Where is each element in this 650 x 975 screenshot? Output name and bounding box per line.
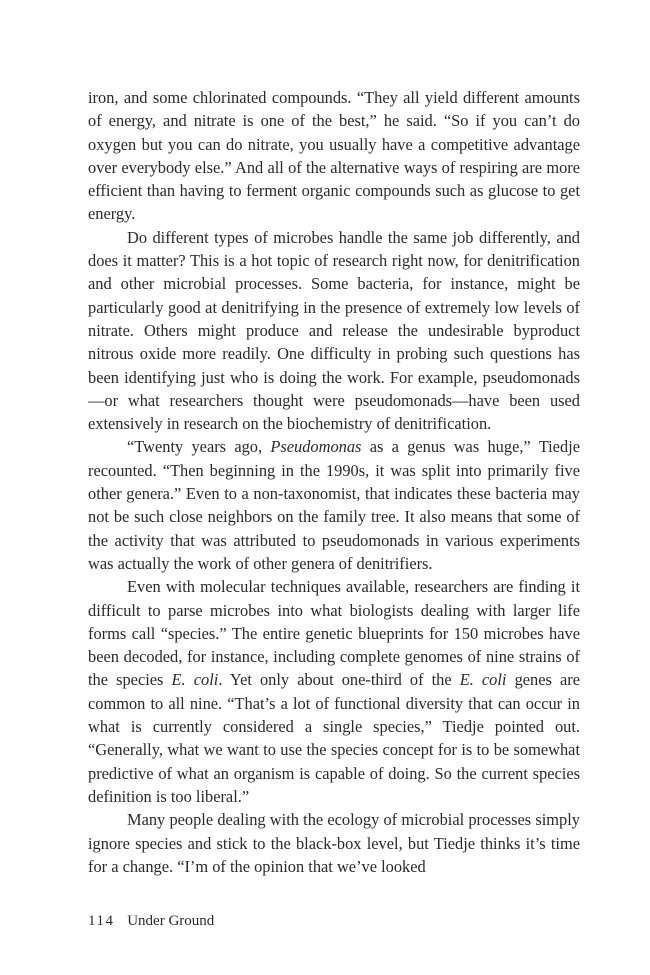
text-run: “Twenty years ago, — [127, 437, 271, 457]
text-run: Many people dealing with the ecology of microbial processes simply ignore species and stick to the black-box level, but Tiedje thinks it’s time for a change. “I’m of the opinion that we’ve looked — [88, 810, 580, 876]
running-title: Under Ground — [127, 913, 215, 929]
paragraph — [88, 226, 580, 436]
text-run: as a genus was huge,” Tiedje recounted. “Then beginning in the 1990s, it was split into primarily five other genera.” Even to a non-taxonomist, that indicates these bacteria may not be such close neighbors on the family tree. It also means that some of the activity that was attributed to pseudomonads in various experiments was actually the work of other genera of denitrifiers. — [88, 437, 580, 573]
text-run: genes are common to all nine. “That’s a lot of functional diversity that can occur in what is currently considered a single species,” Tiedje pointed out. “Generally, what we want to use the species concept for is to be somewhat predictive of what an organism is capable of doing. So the current species definition is too liberal.” — [88, 670, 580, 806]
body-text — [88, 86, 580, 878]
page-number: 114 — [88, 913, 115, 929]
italic-term: Pseudomonas — [270, 437, 362, 457]
paragraph — [88, 808, 580, 878]
italic-term: E. coli — [459, 670, 507, 690]
text-run: iron, and some chlorinated compounds. “They all yield different amounts of energy, and nitrate is one of the best,” he said. “So if you can’t do oxygen but you can do nitrate, you usually have a competitive advantage over everybody else.” And all of the alternative ways of respiring are more efficient than having to ferment organic compounds such as glucose to get energy. — [88, 88, 580, 224]
text-run: . Yet only about one-third of the — [218, 670, 460, 690]
paragraph — [88, 435, 580, 575]
text-run: Do different types of microbes handle the same job differently, and does it matter? This is a hot topic of research right now, for denitrification and other microbial processes. Some bacteria, for instance, might be particularly good at denitrifying in the presence of extremely low levels of nitrate. Others might produce and release the undesirable byproduct nitrous oxide more readily. One difficulty in probing such questions has been identifying just who is doing the work. For example, pseudomonads—or what researchers thought were pseudomonads—have been used extensively in research on the biochemistry of denitrification. — [88, 227, 580, 434]
italic-term: E. coli — [171, 670, 219, 690]
page-footer — [88, 913, 214, 930]
text-run: Even with molecular techniques available, researchers are finding it difficult to parse microbes into what biologists dealing with larger life forms call “species.” The entire genetic blueprints for 150 microbes have been decoded, for instance, including complete genomes of nine strains of the species — [88, 577, 580, 690]
paragraph — [88, 86, 580, 226]
paragraph — [88, 575, 580, 808]
